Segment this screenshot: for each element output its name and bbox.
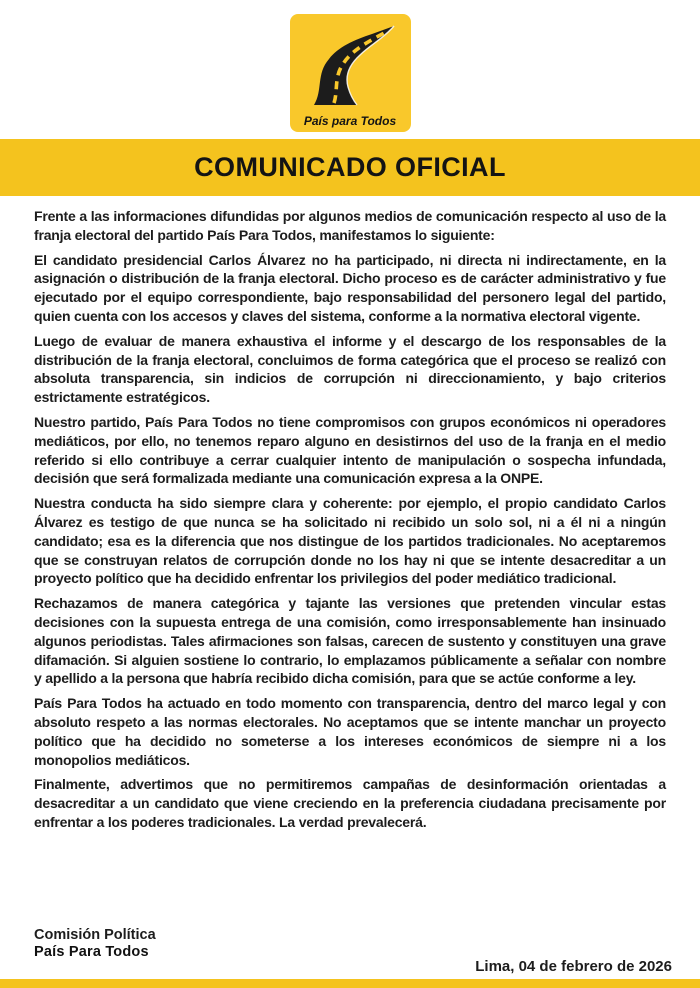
logo-label: País para Todos (303, 114, 396, 128)
paragraph-conduct: Nuestra conducta ha sido siempre clara y coherente: por ejemplo, el propio candidato Carlos Álvarez es testigo de que nunca se ha solicitado ni recibido un solo sol, ni a él ni a ningún candidato; esa es la diferencia que nos distingue de los partidos tradicionales. No aceptaremos que se construyan relatos de corrupción donde no los hay ni que se intente desacreditar a un proyecto político que ha decidido enfrentar los privilegios del poder mediático tradicional. (34, 495, 666, 587)
title-banner (0, 139, 700, 196)
signature-party: País Para Todos (34, 944, 149, 960)
paragraph-evaluation: Luego de evaluar de manera exhaustiva el informe y el descargo de los responsables de la distribución de la franja electoral, concluimos de forma categórica que el proceso se realizó con absoluta transparencia, sin indicios de corrupción ni direccionamiento, y bajo criterios estrictamente estratégicos. (34, 332, 666, 406)
road-logo-icon (290, 14, 411, 132)
dateline: Lima, 04 de febrero de 2026 (475, 958, 672, 975)
paragraph-party-stance: Nuestro partido, País Para Todos no tiene compromisos con grupos económicos ni operadores mediáticos, por ello, no tenemos reparo alguno en desistirnos del uso de la franja en el medio referido si ello contribuye a cerrar cualquier intento de manipulación o sospecha infundada, decisión que será formalizada mediante una comunicación expresa a la ONPE. (34, 413, 666, 487)
signature-committee: Comisión Política (34, 927, 156, 943)
paragraph-intro: Frente a las informaciones difundidas por algunos medios de comunicación respecto al uso de la franja electoral del partido País Para Todos, manifestamos lo siguiente: (34, 208, 666, 243)
paragraph-candidate: El candidato presidencial Carlos Álvarez no ha participado, ni directa ni indirectamente, en la asignación o distribución de la franja electoral. Dicho proceso es de carácter administrativo y fue ejecutado por el equipo correspondiente, bajo responsabilidad del personero legal del partido, quien cuenta con los accesos y claves del sistema, conforme a la normativa electoral vigente. (34, 251, 666, 324)
signature-block (34, 927, 156, 961)
footer-bar (0, 979, 700, 988)
paragraph-rejection: Rechazamos de manera categórica y tajante las versiones que pretenden vincular estas decisiones con la supuesta entrega de una comisión, como irresponsablemente han insinuado algunos periodistas. Tales afirmaciones son falsas, carecen de sustento y constituyen una grave difamación. Si alguien sostiene lo contrario, lo emplazamos públicamente a señalar con nombre y apellido a la persona que habría recibido dicha comisión, para que se actúe conforme a ley. (34, 595, 666, 687)
party-logo (0, 0, 700, 139)
statement-body (0, 196, 700, 832)
page-title: COMUNICADO OFICIAL (194, 152, 506, 182)
paragraph-transparency: País Para Todos ha actuado en todo momento con transparencia, dentro del marco legal y con absoluto respeto a las normas electorales. No aceptamos que se intente manchar un proyecto político que ha decidido no someterse a los intereses económicos de siempre ni a los monopolios mediáticos. (34, 695, 666, 768)
paragraph-final: Finalmente, advertimos que no permitiremos campañas de desinformación orientadas a desacreditar a un candidato que viene creciendo en la preferencia ciudadana precisamente por enfrentar a los poderes tradicionales. La verdad prevalecerá. (34, 776, 666, 830)
